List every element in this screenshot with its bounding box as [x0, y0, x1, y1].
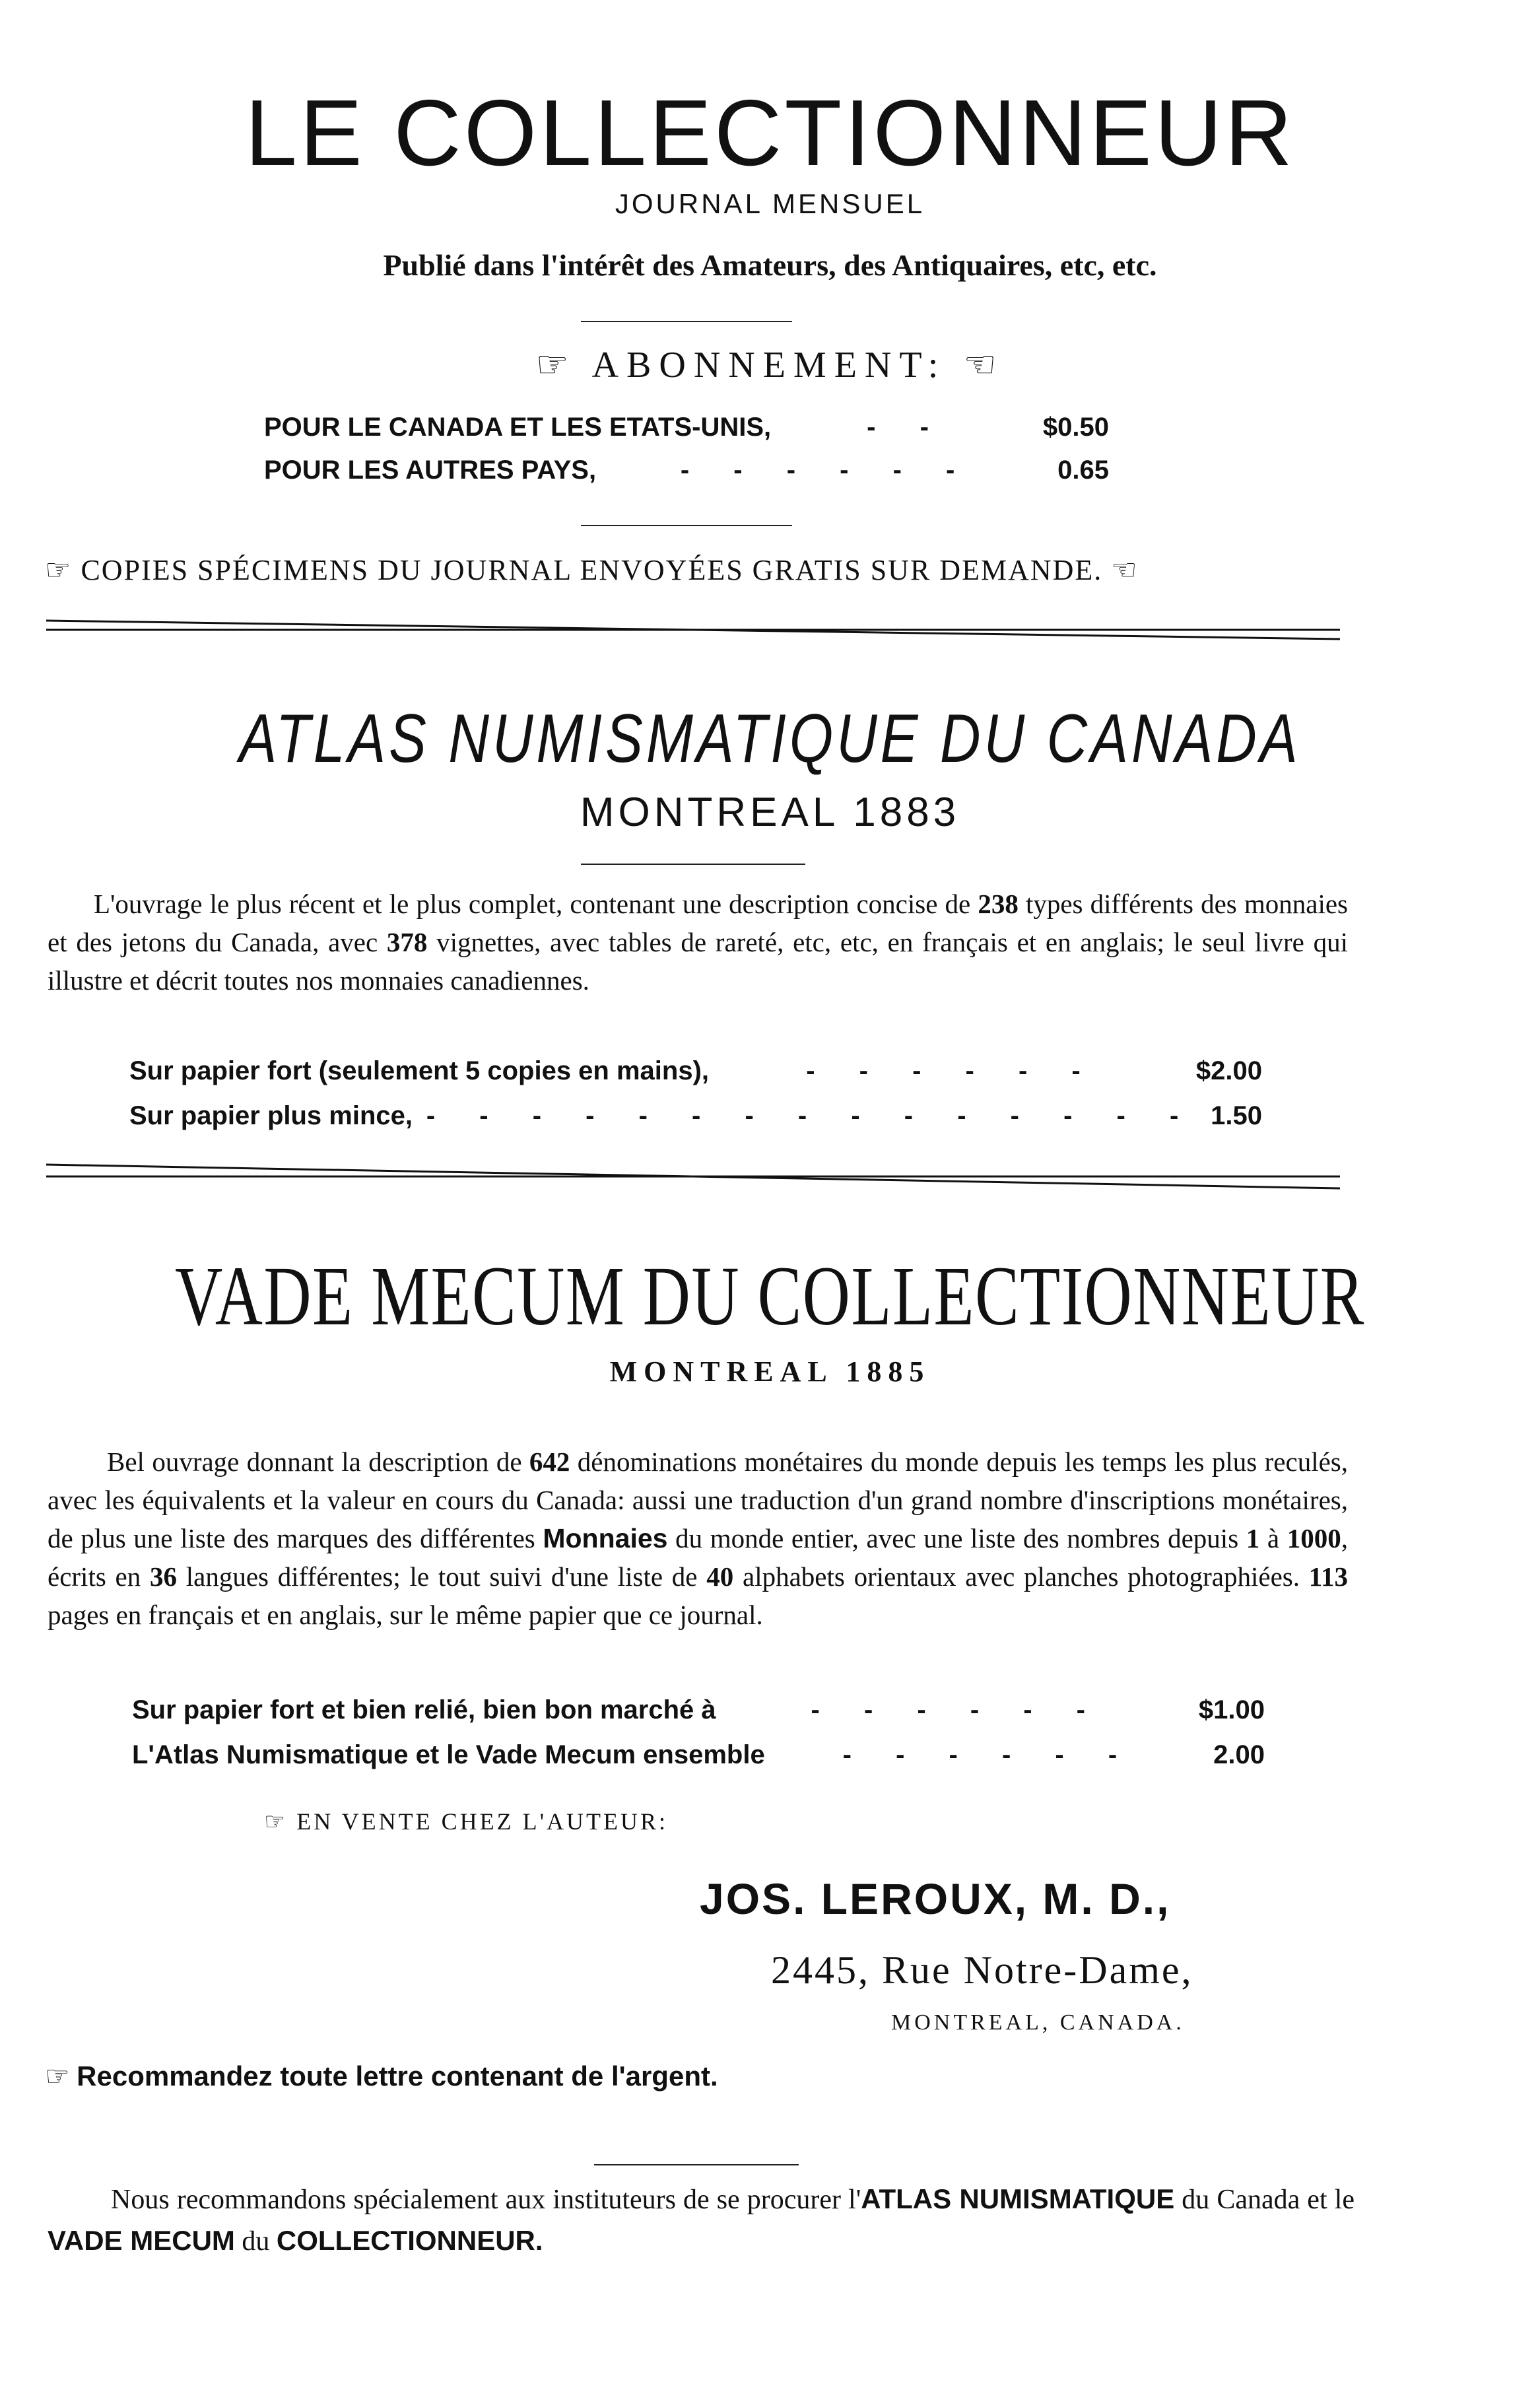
pointing-hand-left-icon: ☜ — [1111, 553, 1139, 587]
vade-number-end: 1000 — [1287, 1523, 1341, 1553]
vade-title: VADE MECUM DU COLLECTIONNEUR — [175, 1249, 1365, 1343]
price-label: Sur papier plus mince, — [129, 1101, 413, 1130]
vade-text: dénominations monétaires du monde depuis les temps les plus reculés, avec les équivalents et la valeur en cours du Canada: aussi une traduction d'un grand nombre d'inscriptions monétaires, de plus une liste des marques des différentes — [48, 1446, 1348, 1553]
rate-row-canada — [264, 413, 1109, 442]
vade-text: , écrits en — [48, 1523, 1349, 1592]
price-dots: - - - - - - - - - - - - - - - — [426, 1101, 1197, 1130]
final-text: du — [234, 2226, 277, 2257]
vade-text: pages en français et en anglais, sur le même papier que ce journal. — [48, 1600, 763, 1630]
final-note — [48, 2179, 1355, 2262]
pointing-hand-right-icon: ☞ — [264, 1808, 288, 1835]
price-label: Sur papier fort et bien relié, bien bon marché à — [132, 1695, 716, 1724]
rate-price: $0.50 — [1042, 413, 1109, 442]
divider-short — [581, 525, 792, 526]
vade-denomination-count: 642 — [529, 1446, 570, 1477]
price-amount: 1.50 — [1211, 1101, 1262, 1130]
vade-text: langues différentes; le tout suivi d'une liste de — [177, 1561, 707, 1592]
final-text: du Canada et le — [1174, 2185, 1355, 2215]
double-rule-divider — [46, 1155, 1340, 1202]
atlas-city-year: MONTREAL 1883 — [580, 790, 960, 835]
specimen-note-row — [45, 553, 1365, 587]
vade-text: du monde entier, avec une liste des nombres depuis — [667, 1523, 1246, 1553]
price-label: L'Atlas Numismatique et le Vade Mecum ensemble — [132, 1740, 765, 1769]
author-address: 2445, Rue Notre-Dame, — [771, 1948, 1193, 1992]
recommend-note: Recommandez toute lettre contenant de l'argent. — [77, 2060, 718, 2092]
atlas-text: L'ouvrage le plus récent et le plus complet, contenant une description concise de — [94, 889, 978, 919]
specimen-note: COPIES SPÉCIMENS DU JOURNAL ENVOYÉES GRATIS SUR DEMANDE. — [81, 554, 1103, 586]
price-amount: 2.00 — [1213, 1740, 1265, 1769]
subscription-heading: ABONNEMENT: — [591, 345, 947, 386]
rate-label: POUR LES AUTRES PAYS, — [264, 456, 597, 485]
vade-price-row-fort — [132, 1695, 1265, 1725]
final-vade-name: VADE MECUM — [48, 2225, 235, 2256]
vade-city-year: MONTREAL 1885 — [609, 1355, 931, 1388]
atlas-title: ATLAS NUMISMATIQUE DU CANADA — [239, 700, 1301, 777]
atlas-type-count: 238 — [978, 889, 1019, 919]
vade-text: alphabets orientaux avec planches photographiées. — [733, 1561, 1309, 1592]
subscription-heading-row — [0, 343, 1540, 386]
pointing-hand-right-icon: ☞ — [45, 2060, 70, 2092]
pointing-hand-right-icon: ☞ — [535, 343, 577, 386]
vade-monnaies: Monnaies — [543, 1523, 668, 1553]
rate-price: 0.65 — [1057, 456, 1109, 485]
price-dots: - - - - - - — [842, 1740, 1136, 1769]
rate-row-other — [264, 456, 1109, 485]
atlas-price-row-mince — [129, 1101, 1262, 1131]
vade-number-start: 1 — [1246, 1523, 1260, 1553]
sale-intro-row — [264, 1808, 668, 1835]
journal-title: LE COLLECTIONNEUR — [245, 81, 1295, 186]
recommend-row — [45, 2060, 718, 2093]
price-dots: - - - - - - — [811, 1695, 1104, 1724]
atlas-text: vignettes, avec tables de rareté, etc, etc, en français et en anglais; le seul livre qui illustre et décrit toutes nos monnaies canadiennes. — [48, 927, 1348, 996]
final-text: Nous recommandons spécialement aux instituteurs de se procurer l' — [111, 2185, 861, 2215]
sale-intro: EN VENTE CHEZ L'AUTEUR: — [296, 1808, 669, 1835]
atlas-description — [48, 885, 1348, 1000]
rate-dots: - - - - - - — [680, 456, 974, 485]
atlas-price-row-fort — [129, 1056, 1262, 1086]
divider-short — [581, 321, 792, 322]
pointing-hand-right-icon: ☞ — [45, 553, 73, 587]
vade-description — [48, 1443, 1348, 1634]
final-atlas-name: ATLAS NUMISMATIQUE — [861, 2183, 1175, 2214]
atlas-vignette-count: 378 — [386, 927, 428, 957]
journal-subtitle: JOURNAL MENSUEL — [615, 188, 925, 219]
divider-short — [594, 2164, 799, 2165]
author-name: JOS. LEROUX, M. D., — [700, 1874, 1171, 1923]
final-collectionneur-name: COLLECTIONNEUR. — [276, 2225, 543, 2256]
price-dots: - - - - - - — [806, 1056, 1099, 1085]
pointing-hand-left-icon: ☜ — [963, 343, 1005, 386]
price-amount: $2.00 — [1195, 1056, 1262, 1085]
double-rule-divider — [46, 607, 1340, 647]
price-amount: $1.00 — [1198, 1695, 1265, 1724]
atlas-text: types différents des monnaies et des jetons du Canada, avec — [48, 889, 1348, 957]
journal-tagline: Publié dans l'intérêt des Amateurs, des Antiquaires, etc, etc. — [383, 248, 1157, 282]
vade-language-count: 36 — [150, 1561, 178, 1592]
divider-short — [581, 864, 805, 865]
rate-dots: - - — [867, 413, 947, 442]
vade-page-count: 113 — [1308, 1561, 1349, 1592]
rate-label: POUR LE CANADA ET LES ETATS-UNIS, — [264, 413, 772, 442]
vade-alphabet-count: 40 — [706, 1561, 734, 1592]
vade-text: Bel ouvrage donnant la description de — [107, 1446, 529, 1477]
price-label: Sur papier fort (seulement 5 copies en mains), — [129, 1056, 710, 1085]
vade-price-row-ensemble — [132, 1740, 1265, 1770]
author-city: MONTREAL, CANADA. — [891, 2010, 1185, 2035]
vade-text: à — [1259, 1523, 1287, 1553]
